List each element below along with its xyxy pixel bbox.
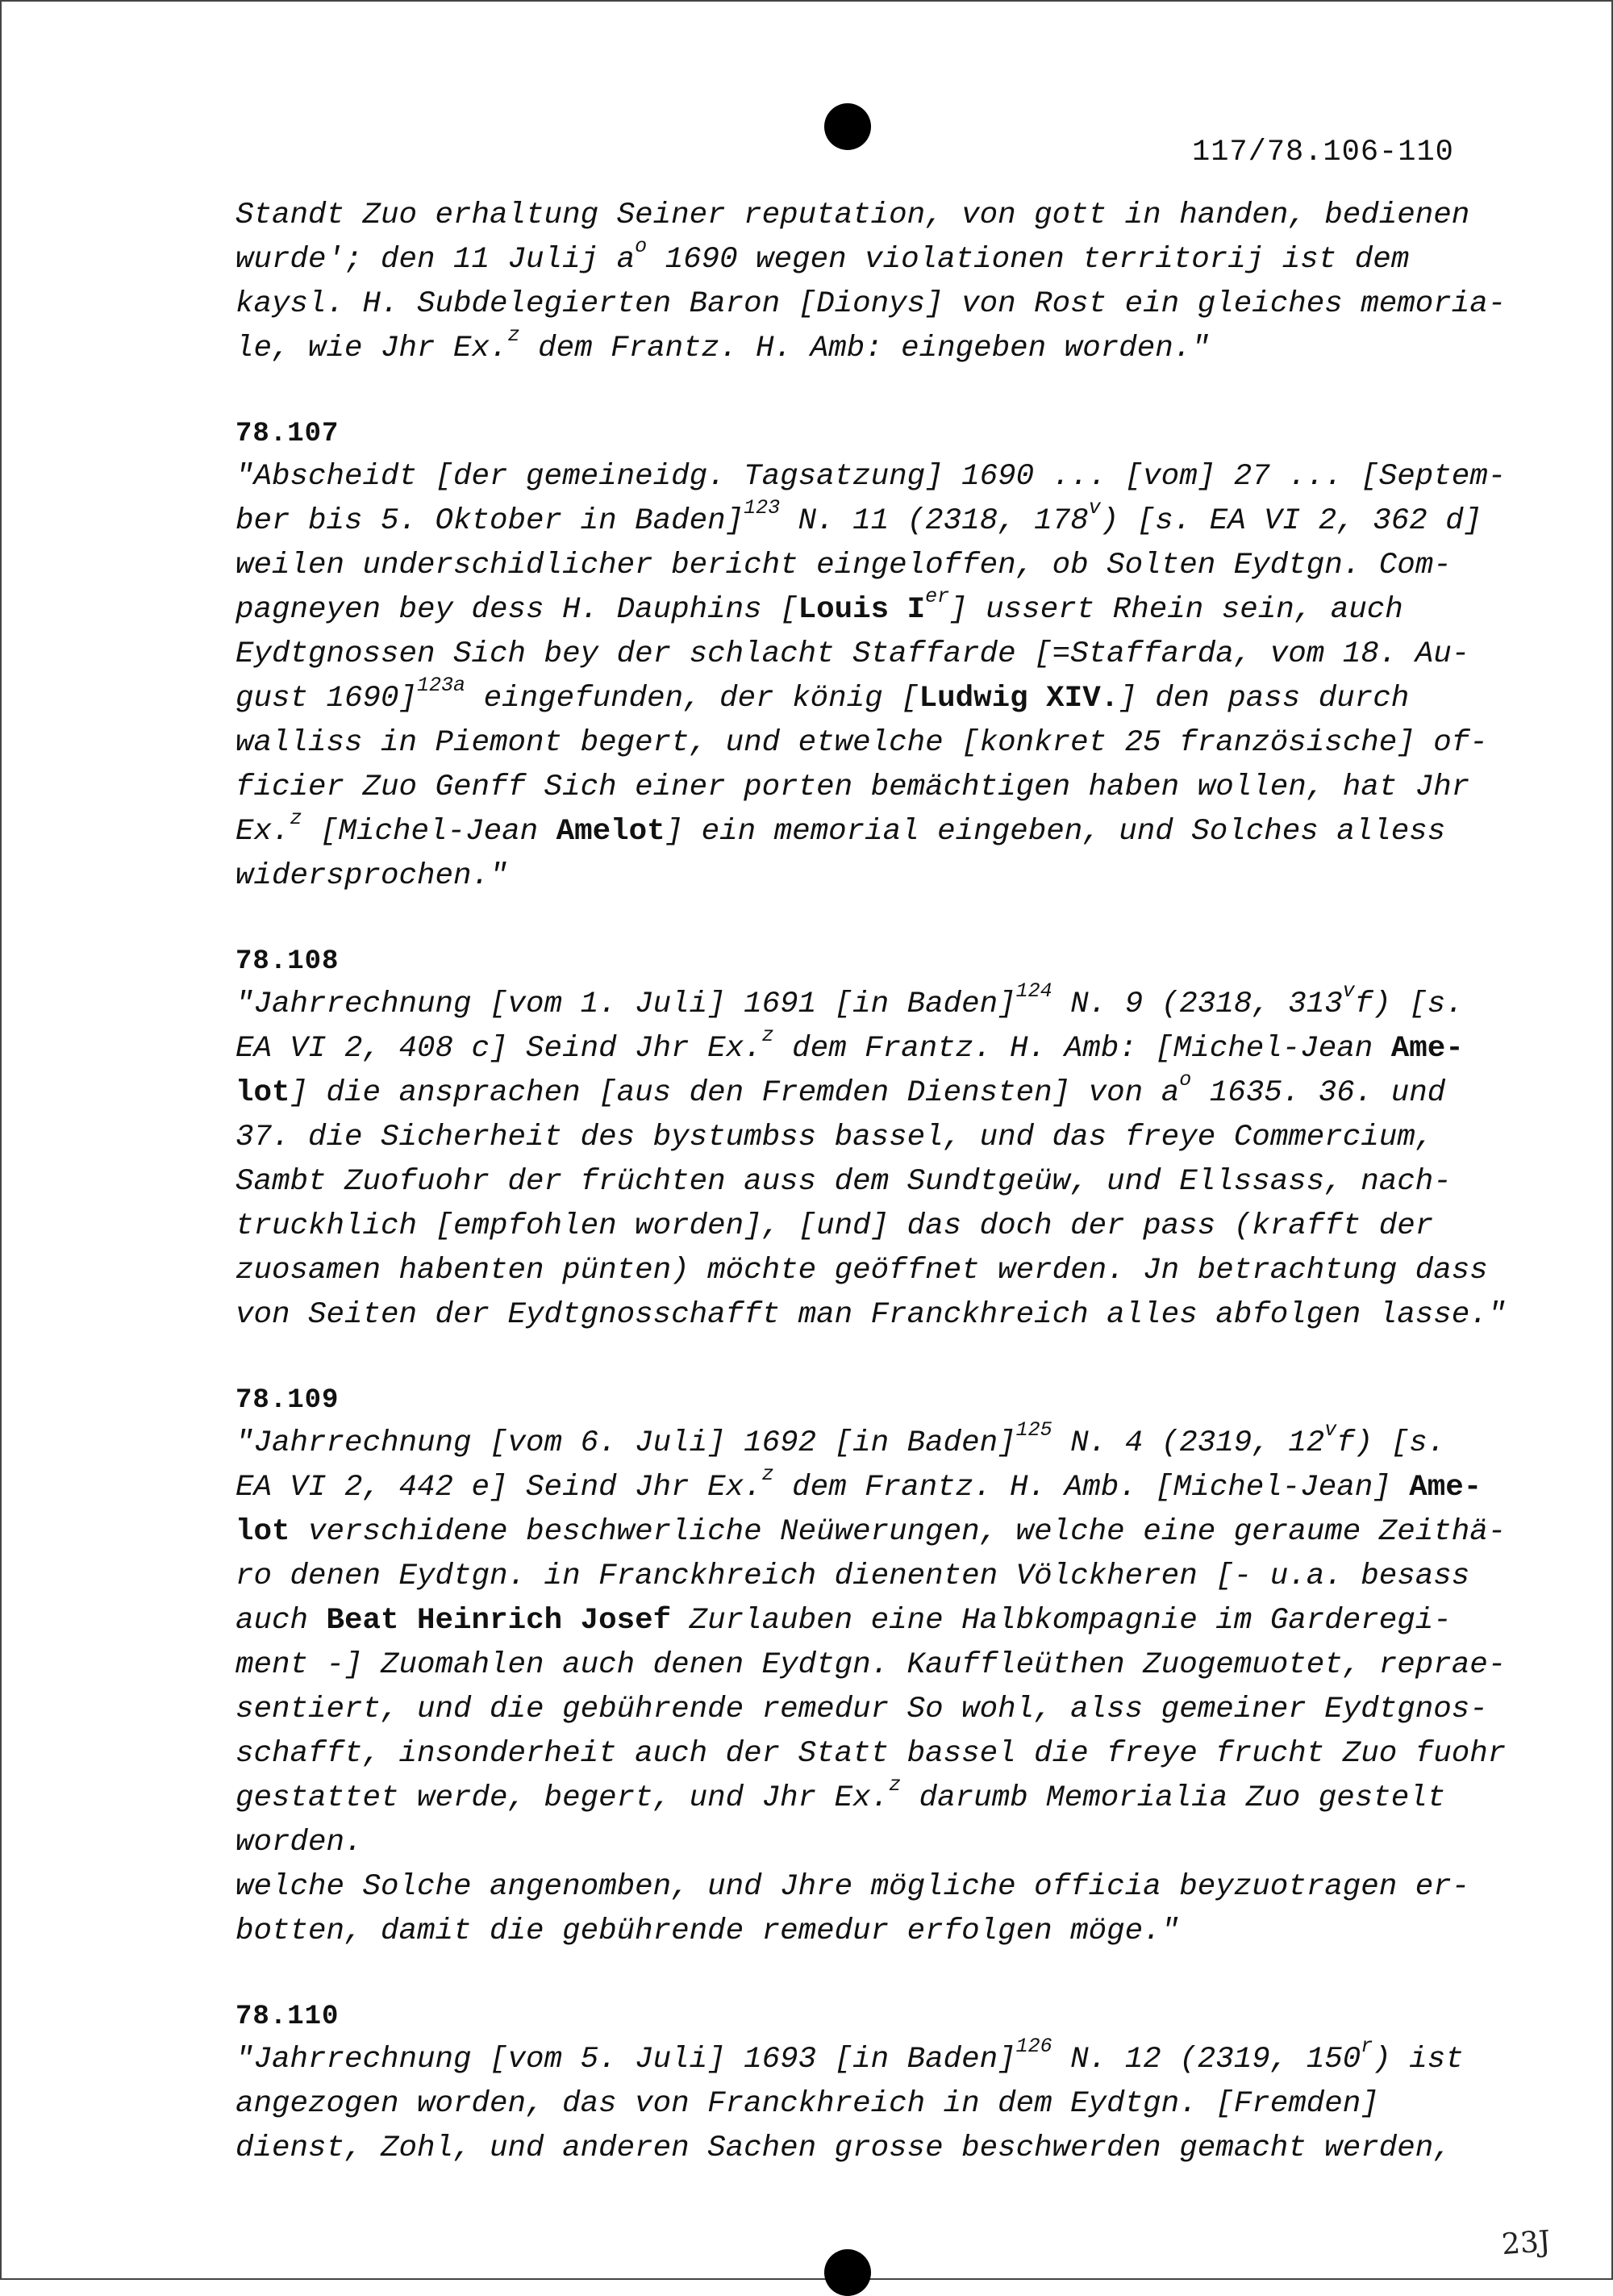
superscript: o: [1179, 1068, 1192, 1092]
text-line: [235, 2082, 1469, 2127]
text-segment: 37. die Sicherheit des bystumbss bassel, und das freye Commercium,: [235, 1121, 1434, 1154]
text-line: [235, 807, 1469, 854]
text-segment: pagneyen bey dess H. Dauphins [: [235, 593, 798, 627]
text-segment: 1635. 36. und: [1191, 1076, 1446, 1110]
superscript: 124: [1015, 979, 1052, 1003]
text-segment: ] ein memorial eingeben, und Solches alless: [665, 815, 1446, 849]
entry: [235, 413, 1507, 899]
text-segment: verschidene beschwerliche Neüwerungen, welche eine geraume Zeithä-: [290, 1515, 1507, 1549]
text-line: [235, 674, 1469, 721]
text-segment: widersprochen.": [235, 859, 508, 893]
paragraph-gap: [235, 371, 1469, 413]
text-segment: walliss in Piemont begert, und etwelche [konkret 25 französische] of-: [235, 726, 1488, 760]
text-segment: EA VI 2, 442 e] Seind Jhr Ex.: [235, 1471, 762, 1505]
text-segment: ) ist: [1373, 2043, 1464, 2077]
text-segment: darumb Memorialia Zuo gestelt: [901, 1781, 1446, 1815]
text-segment: dienst, Zohl, und anderen Sachen grosse beschwerden gemacht werden,: [235, 2131, 1452, 2165]
handwritten-page-note: 23J: [1500, 2224, 1552, 2262]
text-segment: zuosamen habenten pünten) möchte geöffnet werden. Jn betrachtung dass: [235, 1254, 1488, 1288]
paragraph-text: [235, 1418, 1507, 1954]
punch-hole-top: [824, 103, 871, 150]
superscript: 125: [1015, 1418, 1052, 1442]
text-segment: "Jahrrechnung [vom 1. Juli] 1691 [in Baden]: [235, 987, 1016, 1021]
text-segment: "Jahrrechnung [vom 6. Juli] 1692 [in Baden]: [235, 1426, 1016, 1460]
text-segment: ] den pass durch: [1119, 682, 1410, 716]
entry-number: 78.107: [235, 419, 340, 449]
text-line: [235, 632, 1469, 677]
superscript: z: [507, 324, 520, 347]
text-line: [235, 1116, 1469, 1160]
text-line: [235, 979, 1469, 1027]
text-segment: angezogen worden, das von Franckhreich in dem Eydtgn. [Fremden]: [235, 2087, 1379, 2121]
text-segment: Ex.: [235, 815, 290, 849]
paragraph-text: [235, 2035, 1469, 2171]
text-segment: botten, damit die gebührende remedur erfolgen möge.": [235, 1914, 1180, 1948]
text-line: [235, 235, 1469, 282]
text-segment: N. 12 (2319, 150: [1052, 2043, 1361, 2077]
text-line: [235, 1068, 1469, 1116]
page-reference: 117/78.106-110: [1192, 136, 1454, 169]
document-body: [235, 194, 1507, 2171]
text-line: [235, 1024, 1469, 1071]
text-segment: gust 1690]: [235, 682, 418, 716]
text-segment: truckhlich [empfohlen worden], [und] das doch der pass (krafft der: [235, 1209, 1434, 1243]
entry-number: 78.109: [235, 1385, 340, 1416]
text-segment: [Michel-Jean: [302, 815, 556, 849]
text-segment: le, wie Jhr Ex.: [235, 332, 508, 365]
bold-name: Beat Heinrich Josef: [326, 1604, 672, 1638]
text-segment: kaysl. H. Subdelegierten Baron [Dionys] von Rost ein gleiches memoria-: [235, 287, 1507, 321]
bold-name: Amelot: [556, 815, 665, 849]
text-line: [235, 324, 1469, 371]
text-segment: sentiert, und die gebührende remedur So wohl, alss gemeiner Eydtgnos-: [235, 1693, 1488, 1726]
superscript: v: [1324, 1418, 1337, 1442]
text-line: [235, 2127, 1469, 2171]
text-segment: von Seiten der Eydtgnosschafft man Franckhreich alles abfolgen lasse.": [235, 1298, 1507, 1332]
text-line: [235, 1688, 1488, 1732]
text-segment: ment -] Zuomahlen auch denen Eydtgn. Kauffleüthen Zuogemuotet, reprae-: [235, 1648, 1507, 1682]
text-segment: ficier Zuo Genff Sich einer porten bemächtigen haben wollen, hat Jhr: [235, 770, 1470, 804]
text-segment: auch: [235, 1604, 327, 1638]
text-line: [235, 1732, 1507, 1776]
text-line: [235, 585, 1469, 632]
text-segment: EA VI 2, 408 c] Seind Jhr Ex.: [235, 1032, 762, 1066]
text-segment: ber bis 5. Oktober in Baden]: [235, 504, 744, 538]
entries: [235, 371, 1507, 2171]
text-line: [235, 1510, 1507, 1555]
text-line: [235, 1821, 1469, 1865]
text-line: [235, 1160, 1469, 1204]
text-line: [235, 194, 1469, 238]
superscript: z: [761, 1463, 774, 1486]
bold-name: Ludwig XIV.: [919, 682, 1119, 716]
text-segment: schafft, insonderheit auch der Statt bassel die freye frucht Zuo fuohr: [235, 1737, 1507, 1771]
superscript: v: [1342, 979, 1355, 1003]
bold-name: Ame-: [1390, 1032, 1464, 1066]
text-segment: 1690 wegen violationen territorij ist dem: [647, 243, 1410, 277]
paragraph-gap: [235, 1954, 1469, 1996]
text-segment: "Abscheidt [der gemeineidg. Tagsatzung] 1690 ... [vom] 27 ... [Septem-: [235, 460, 1507, 494]
superscript: z: [290, 807, 302, 830]
superscript: 126: [1015, 2035, 1052, 2058]
paragraph-gap: [235, 899, 1469, 941]
text-segment: N. 11 (2318, 178: [780, 504, 1089, 538]
bold-name: lot: [235, 1515, 290, 1549]
text-segment: ro denen Eydtgn. in Franckhreich dienenten Völckheren [- u.a. besass: [235, 1559, 1470, 1593]
text-line: [235, 1773, 1469, 1821]
intro-paragraph: [235, 194, 1507, 371]
entry: [235, 941, 1507, 1338]
text-line: [235, 854, 1469, 899]
entry: [235, 1380, 1507, 1954]
punch-hole-bottom: [824, 2249, 871, 2296]
text-segment: Sambt Zuofuohr der früchten auss dem Sundtgeüw, und Ellssass, nach-: [235, 1165, 1452, 1199]
entry-number: 78.108: [235, 946, 340, 977]
text-segment: f) [s.: [1354, 987, 1464, 1021]
text-segment: ] die ansprachen [aus den Fremden Diensten] von a: [290, 1076, 1180, 1110]
superscript: r: [1361, 2035, 1373, 2058]
text-segment: dem Frantz. H. Amb: [Michel-Jean: [773, 1032, 1391, 1066]
text-line: [235, 1599, 1469, 1643]
text-segment: eingefunden, der könig [: [465, 682, 919, 716]
bold-name: Ame-: [1409, 1471, 1482, 1505]
text-segment: ] ussert Rhein sein, auch: [949, 593, 1403, 627]
text-line: [235, 1249, 1488, 1293]
text-line: [235, 282, 1507, 327]
text-segment: dem Frantz. H. Amb: eingeben worden.": [519, 332, 1210, 365]
text-segment: ) [s. EA VI 2, 362 d]: [1100, 504, 1482, 538]
superscript: z: [761, 1024, 774, 1047]
superscript: 123: [744, 496, 781, 520]
text-segment: dem Frantz. H. Amb. [Michel-Jean]: [773, 1471, 1410, 1505]
text-segment: wurde'; den 11 Julij a: [235, 243, 636, 277]
text-line: [235, 1865, 1469, 1910]
superscript: er: [925, 585, 950, 608]
bold-name: lot: [235, 1076, 290, 1110]
entry: [235, 1996, 1469, 2171]
text-segment: f) [s.: [1336, 1426, 1446, 1460]
text-line: [235, 721, 1488, 766]
entry-number: 78.110: [235, 2002, 340, 2032]
paragraph-text: [235, 979, 1507, 1338]
text-segment: N. 4 (2319, 12: [1052, 1426, 1325, 1460]
text-segment: welche Solche angenomben, und Jhre mögliche officia beyzuotragen er-: [235, 1870, 1470, 1904]
text-line: [235, 1555, 1469, 1599]
text-segment: gestattet werde, begert, und Jhr Ex.: [235, 1781, 890, 1815]
paragraph-text: [235, 194, 1507, 371]
superscript: o: [635, 235, 648, 258]
text-line: [235, 1418, 1469, 1466]
superscript: 123a: [417, 674, 466, 697]
text-line: [235, 544, 1469, 588]
text-line: [235, 766, 1469, 810]
text-line: [235, 1293, 1507, 1338]
text-line: [235, 1910, 1469, 1954]
bold-name: Louis I: [798, 593, 926, 627]
text-segment: Eydtgnossen Sich bey der schlacht Staffarde [=Staffarda, vom 18. Au-: [235, 637, 1470, 671]
text-line: [235, 1463, 1482, 1510]
superscript: z: [889, 1773, 902, 1797]
text-segment: Standt Zuo erhaltung Seiner reputation, von gott in handen, bedienen: [235, 198, 1470, 232]
text-line: [235, 455, 1507, 499]
paragraph-gap: [235, 1338, 1469, 1380]
text-line: [235, 1643, 1507, 1688]
superscript: v: [1088, 496, 1101, 520]
text-segment: N. 9 (2318, 313: [1052, 987, 1343, 1021]
text-line: [235, 2035, 1469, 2082]
text-line: [235, 496, 1482, 544]
text-segment: "Jahrrechnung [vom 5. Juli] 1693 [in Baden]: [235, 2043, 1016, 2077]
text-line: [235, 1204, 1469, 1249]
text-segment: Zurlauben eine Halbkompagnie im Garderegi-: [671, 1604, 1452, 1638]
text-segment: worden.: [235, 1826, 363, 1860]
text-segment: weilen underschidlicher bericht eingeloffen, ob Solten Eydtgn. Com-: [235, 549, 1452, 582]
paragraph-text: [235, 455, 1507, 899]
